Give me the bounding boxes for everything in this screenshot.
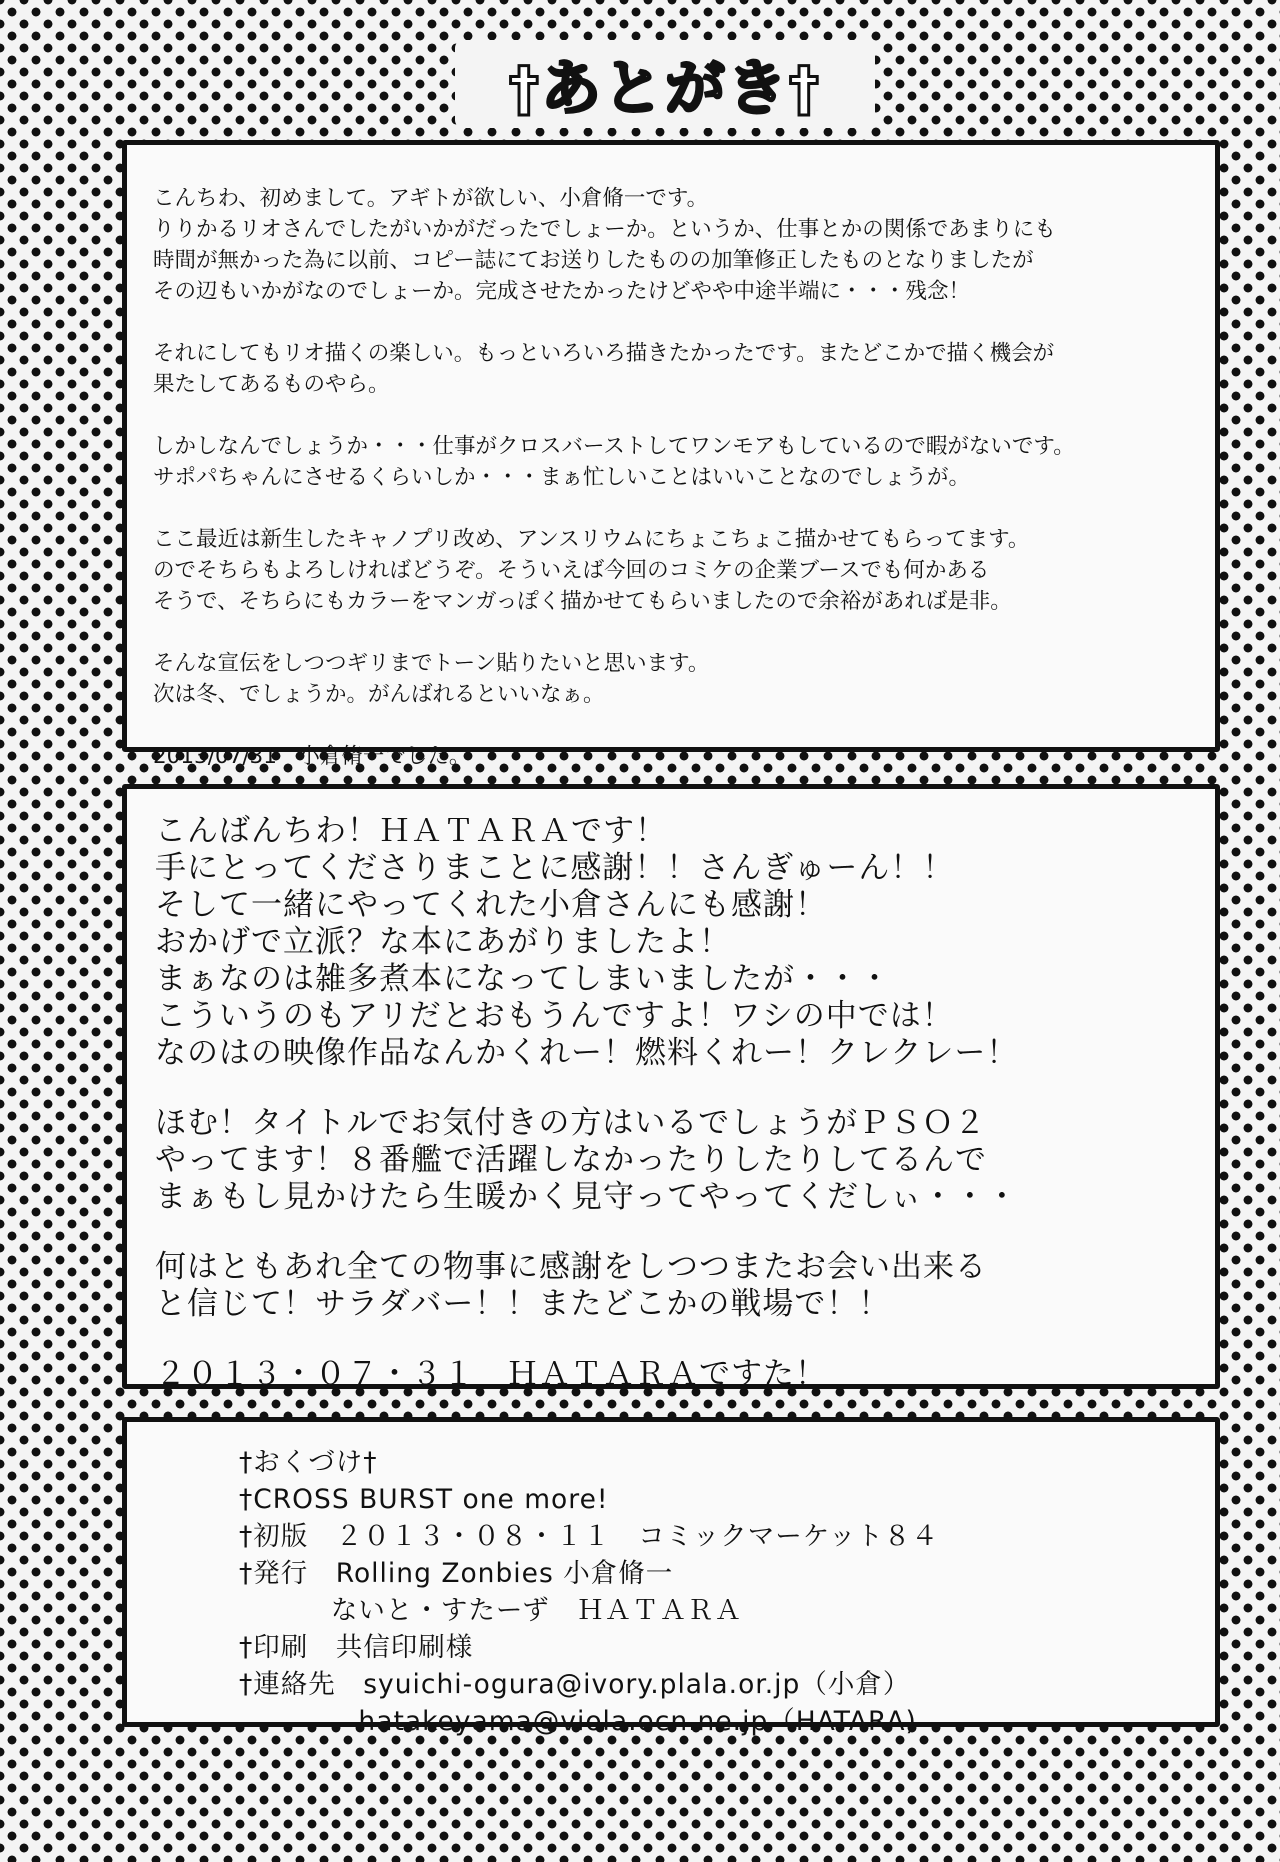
- ogura-text-line: りりかるリオさんでしたがいかがだったでしょーか。というか、仕事とかの関係であまりにも: [153, 217, 1056, 242]
- colophon-line: ないと・すたーず ＨＡＴＡＲＡ: [239, 1595, 743, 1626]
- ogura-afterword-box: [122, 140, 1220, 769]
- ogura-text-line: その辺もいかがなのでしょーか。完成させたかったけどやや中途半端に・・・残念！: [153, 279, 971, 304]
- colophon-list: [239, 1444, 1215, 1740]
- ogura-text-line: 時間が無かった為に以前、コピー誌にてお送りしたものの加筆修正したものとなりましたが: [153, 248, 1034, 273]
- ogura-text-line: のでそちらもよろしければどうぞ。そういえば今回のコミケの企業ブースでも何かある: [153, 558, 990, 583]
- hatara-text-line: おかげで立派？な本にあがりましたよ！: [155, 924, 731, 960]
- hatara-paragraph: [155, 1249, 1189, 1323]
- ogura-text-line: 果たしてあるものやら。: [153, 372, 390, 397]
- hatara-text-line: ２０１３・０７・３１ ＨＡＴＡＲＡですた！: [155, 1356, 827, 1392]
- ogura-paragraph: [153, 183, 1189, 307]
- colophon-line: †印刷 共信印刷様: [239, 1632, 474, 1663]
- hatara-afterword-box: [122, 784, 1220, 1392]
- colophon-line: †連絡先 syuichi-ogura@ivory.plala.or.jp（小倉）: [239, 1669, 911, 1700]
- hatara-paragraph: [155, 1356, 1189, 1393]
- hatara-text-line: まぁもし見かけたら生暖かく見守ってやってくだしぃ・・・: [155, 1179, 1019, 1215]
- ogura-paragraph: [153, 524, 1189, 617]
- ogura-text-line: 2013/07/31 小倉脩一でした。: [153, 744, 471, 769]
- ogura-text-line: ここ最近は新生したキャノプリ改め、アンスリウムにちょこちょこ描かせてもらってます。: [153, 527, 1030, 552]
- hatara-text-line: やってます！８番艦で活躍しなかったりしたりしてるんで: [155, 1142, 987, 1178]
- hatara-text-line: 何はともあれ全ての物事に感謝をしつつまたお会い出来る: [155, 1249, 987, 1285]
- ogura-text-line: サポパちゃんにさせるくらいしか・・・まぁ忙しいことはいいことなのでしょうが。: [153, 465, 971, 490]
- afterword-title-panel: [455, 40, 875, 128]
- ogura-text-line: こんちわ、初めまして。アギトが欲しい、小倉脩一です。: [153, 186, 709, 211]
- ogura-paragraph: [153, 648, 1189, 710]
- ogura-paragraph: [153, 338, 1189, 400]
- hatara-paragraph: [155, 1105, 1189, 1216]
- ogura-text-line: そうで、そちらにもカラーをマンガっぽく描かせてもらいましたので余裕があれば是非。: [153, 589, 1012, 614]
- hatara-text-line: まぁなのは雑多煮本になってしまいましたが・・・: [155, 961, 891, 997]
- colophon-line: †おくづけ†: [239, 1447, 378, 1478]
- colophon-box: [122, 1417, 1220, 1737]
- ogura-text-line: それにしてもリオ描くの楽しい。もっといろいろ描きたかったです。またどこかで描く機会が: [153, 341, 1055, 366]
- ogura-text-line: しかしなんでしょうか・・・仕事がクロスバーストしてワンモアもしているので暇がないです。: [153, 434, 1075, 459]
- ogura-text-line: 次は冬、でしょうか。がんばれるといいなぁ。: [153, 682, 605, 707]
- hatara-text-line: と信じて！サラダバー！！またどこかの戦場で！！: [155, 1286, 891, 1322]
- hatara-text-line: ほむ！タイトルでお気付きの方はいるでしょうがＰＳＯ２: [155, 1105, 987, 1141]
- hatara-text-line: こんばんちわ！ＨＡＴＡＲＡです！: [155, 813, 667, 849]
- hatara-text-line: そして一緒にやってくれた小倉さんにも感謝！: [155, 887, 827, 923]
- hatara-text-line: こういうのもアリだとおもうんですよ！ワシの中では！: [155, 998, 954, 1034]
- colophon-line: hatakeyama@viola.ocn.ne.jp（HATARA): [239, 1706, 917, 1737]
- hatara-text-line: なのはの映像作品なんかくれー！燃料くれー！クレクレー！: [155, 1035, 1019, 1071]
- hatara-text-line: 手にとってくださりまことに感謝！！さんぎゅーん！！: [155, 850, 955, 886]
- ogura-paragraph: [153, 431, 1189, 493]
- colophon-line: †初版 ２０１３・０８・１１ コミックマーケット８４: [239, 1521, 939, 1552]
- colophon-line: †発行 Rolling Zonbies 小倉脩一: [239, 1558, 674, 1589]
- hatara-paragraph: [155, 813, 1189, 1072]
- afterword-title: †あとがき†: [509, 54, 821, 124]
- ogura-text-line: そんな宣伝をしつつギリまでトーン貼りたいと思います。: [153, 651, 710, 676]
- ogura-paragraph: [153, 741, 1189, 772]
- colophon-line: †CROSS BURST one more!: [239, 1484, 609, 1515]
